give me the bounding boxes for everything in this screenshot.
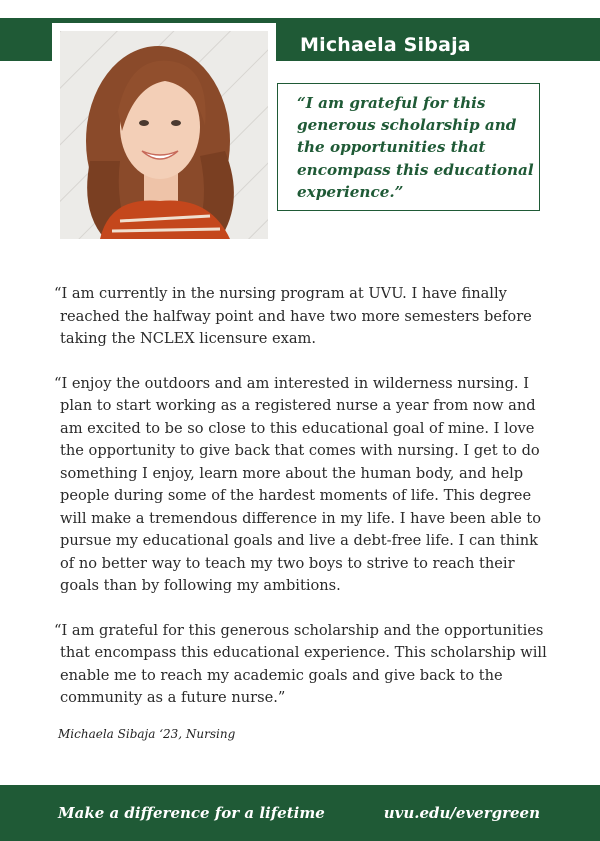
portrait-illustration bbox=[60, 31, 268, 239]
paragraph-3: “I am grateful for this generous scholarship and the opportunities that encompass this educational experience. This scholarship will enable me to reach my academic goals and give back to the community as a future nurse.” bbox=[54, 621, 547, 706]
paragraph-1: “I am currently in the nursing program at UVU. I have finally reached the halfway point and have two more semesters before taking the NCLEX licensure exam. bbox=[54, 285, 532, 347]
student-name: Michaela Sibaja bbox=[300, 34, 471, 56]
footer-tagline: Make a difference for a lifetime bbox=[58, 804, 325, 822]
portrait-photo bbox=[60, 31, 268, 239]
attribution: Michaela Sibaja ‘23, Nursing bbox=[58, 727, 236, 741]
portrait-frame bbox=[52, 23, 276, 247]
testimonial-body bbox=[54, 283, 550, 732]
paragraph-2: “I enjoy the outdoors and am interested in wilderness nursing. I plan to start working as a registered nurse a year from now and am excited to be so close to this educational goal of mine. I love the opportunity to give back that comes with nursing. I get to do something I enjoy, learn more about the human body, and help people during some of the hardest moments of life. This degree will make a tremendous difference in my life. I have been able to pursue my educational goals and live a debt-free life. I can think of no better way to teach my two boys to strive to reach their goals than by following my ambitions. bbox=[54, 374, 542, 594]
footer-url[interactable]: uvu.edu/evergreen bbox=[383, 804, 540, 822]
pull-quote: “I am grateful for this generous scholarship and the opportunities that encompass this educational experience.” bbox=[297, 94, 534, 201]
